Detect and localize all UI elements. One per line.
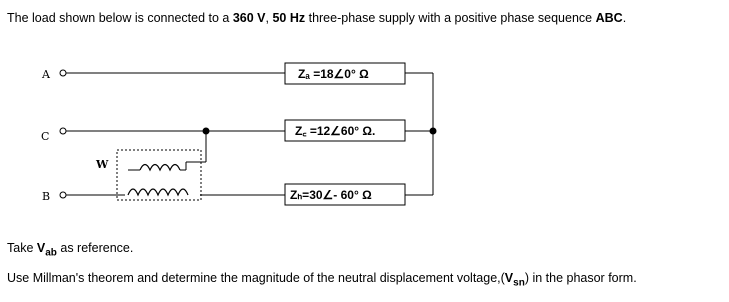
- impedance-za-label: Zₐ =18∠0° Ω: [298, 67, 369, 81]
- reference-instruction: [7, 241, 133, 259]
- vab-symbol: [36, 241, 57, 259]
- use-end: ) in the phasor form.: [524, 271, 637, 285]
- take-end: as reference.: [56, 241, 134, 255]
- terminal-a-label: A: [42, 68, 50, 81]
- supply-frequency: 50 Hz: [272, 11, 306, 25]
- vsn-sub: sn: [513, 277, 525, 289]
- phase-sequence: ABC: [595, 11, 623, 25]
- vsn-v: V: [504, 271, 514, 285]
- star-point-node: [430, 128, 437, 135]
- intro-end: .: [622, 11, 627, 25]
- vab-sub: ab: [45, 247, 57, 259]
- vab-v: V: [36, 241, 46, 255]
- terminal-c-label: C: [41, 130, 50, 143]
- supply-voltage: 360 V: [232, 11, 266, 25]
- voltage-coil: [140, 165, 180, 171]
- impedance-zb-label: Zₕ=30∠- 60° Ω: [290, 188, 372, 202]
- current-coil: [128, 189, 188, 195]
- terminal-b-label: B: [42, 190, 51, 203]
- terminal-b: [60, 192, 66, 198]
- terminal-a: [60, 70, 66, 76]
- wattmeter-label: W: [96, 158, 109, 171]
- intro-sep: ,: [265, 11, 273, 25]
- impedance-zc-label: Z꜀ =12∠60° Ω.: [295, 124, 376, 138]
- intro-text: The load shown below is connected to a: [7, 11, 233, 25]
- terminal-c: [60, 128, 66, 134]
- task-instruction: [7, 271, 637, 289]
- vsn-symbol: [504, 271, 525, 289]
- take-text: Take: [7, 241, 37, 255]
- use-text: Use Millman's theorem and determine the magnitude of the neutral displacement voltage,(: [7, 271, 505, 285]
- intro-text-2: three-phase supply with a positive phase sequence: [305, 11, 596, 25]
